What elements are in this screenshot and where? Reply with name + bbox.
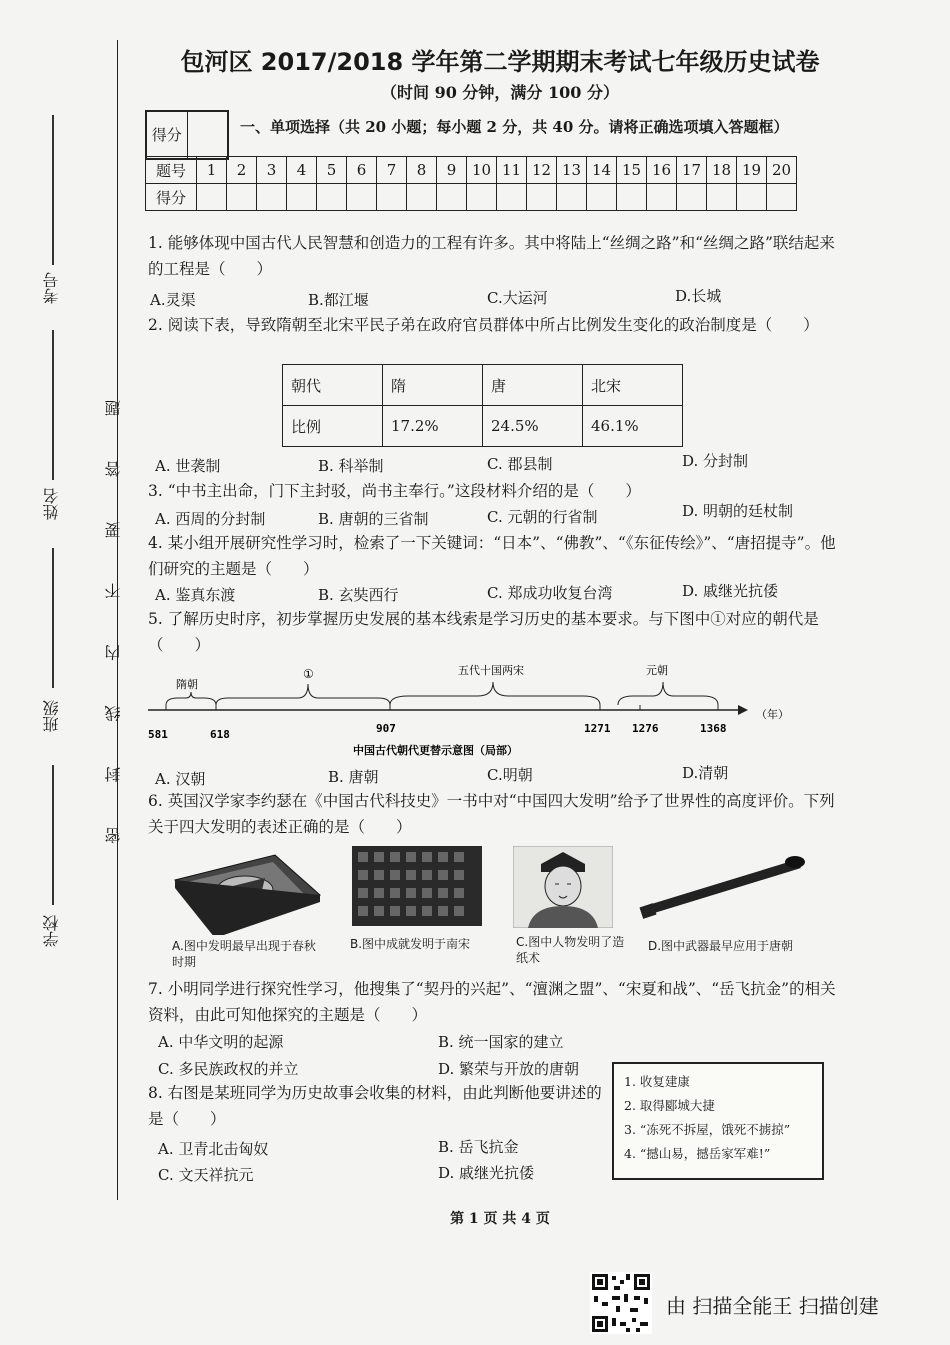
year-581: 581 [148,728,168,741]
year-618: 618 [210,728,230,741]
q3-option-a: A. 西周的分封制 [155,510,266,528]
q6-caption-d: D.图中武器最早应用于唐朝 [648,939,794,953]
row-score-label: 得分 [146,184,197,211]
binding-margin [0,0,130,1250]
answer-number: 16 [647,157,677,184]
seal-text: 密 封 线 内 不 要 答 题 [104,380,123,844]
q4-option-b: B. 玄奘西行 [318,586,399,604]
answer-number: 3 [257,157,287,184]
answer-cell[interactable] [767,184,797,211]
q2-cell: 比例 [283,406,383,447]
timeline-arrow [738,705,748,715]
answer-number: 13 [557,157,587,184]
year-unit: （年） [756,708,789,721]
q7-option-a: A. 中华文明的起源 [158,1033,284,1051]
year-1276: 1276 [632,722,659,735]
q2-cell: 唐 [483,365,583,406]
compass-image [165,850,325,935]
q1-option-c: C.大运河 [487,289,548,307]
q6-caption-b: B.图中成就发明于南宋 [350,937,471,951]
answer-cell[interactable] [677,184,707,211]
note-item: 2. 取得郾城大捷 [624,1098,715,1113]
q6-caption-c: C.图中人物发明了造纸术 [516,935,625,965]
q3-option-c: C. 元朝的行省制 [487,508,598,526]
answer-cell[interactable] [317,184,347,211]
q6-caption-a: A.图中发明最早出现于春秋时期 [172,939,316,969]
question-6: 6. 英国汉学家李约瑟在《中国古代科技史》一书中对“中国四大发明”给予了世界性的高度评价。下列关于四大发明的表述正确的是（ ） [148,792,835,836]
label-name: 姓名 [42,488,61,520]
answer-cell[interactable] [377,184,407,211]
q1-option-b: B.都江堰 [308,291,369,309]
q8-option-b: B. 岳飞抗金 [438,1138,519,1156]
answer-number: 7 [377,157,407,184]
answer-cell[interactable] [707,184,737,211]
q1-option-a: A.灵渠 [150,291,196,309]
answer-cell[interactable] [347,184,377,211]
label-wudai: 五代十国两宋 [458,664,524,677]
answer-cell[interactable] [287,184,317,211]
answer-number: 12 [527,157,557,184]
q2-cell: 46.1% [583,406,683,447]
year-907: 907 [376,722,396,735]
q8-option-d: D. 戚继光抗倭 [438,1164,535,1182]
question-5: 5. 了解历史时序，初步掌握历史发展的基本线索是学习历史的基本要求。与下图中①对应的朝代是（ ） [148,610,819,654]
class-blank [52,548,54,688]
score-label: 得分 [147,112,188,158]
q2-cell: 17.2% [383,406,483,447]
q4-option-d: D. 戚继光抗倭 [682,582,779,600]
school-blank [52,765,54,905]
q2-option-a: A. 世袭制 [155,457,221,475]
q8-note-card [612,1062,824,1180]
q5-option-b: B. 唐朝 [328,768,379,786]
answer-number: 20 [767,157,797,184]
q5-option-d: D.清朝 [682,764,729,782]
answer-cell[interactable] [227,184,257,211]
answer-number: 15 [617,157,647,184]
label-yuan: 元朝 [646,664,668,677]
answer-cell[interactable] [407,184,437,211]
answer-cell[interactable] [737,184,767,211]
label-sui: 隋朝 [176,678,198,691]
note-item: 4. “撼山易，撼岳家军难!” [624,1146,771,1161]
q4-option-a: A. 鉴真东渡 [155,586,236,604]
q8-option-a: A. 卫青北击匈奴 [158,1140,269,1158]
answer-cell[interactable] [557,184,587,211]
answer-number: 4 [287,157,317,184]
answer-number: 11 [497,157,527,184]
q4-option-c: C. 郑成功收复台湾 [487,584,613,602]
answer-number: 14 [587,157,617,184]
question-2: 2. 阅读下表，导致隋朝至北宋平民子弟在政府官员群体中所占比例发生变化的政治制度是（ ） [148,316,819,334]
answer-score-row [146,184,797,211]
q7-option-d: D. 繁荣与开放的唐朝 [438,1060,580,1078]
brace-sui [166,692,216,705]
answer-cell[interactable] [617,184,647,211]
answer-number: 18 [707,157,737,184]
brace-one [216,684,390,705]
q2-cell: 朝代 [283,365,383,406]
q2-cell: 北宋 [583,365,683,406]
q5-option-c: C.明朝 [487,766,533,784]
answer-number: 2 [227,157,257,184]
answer-number: 6 [347,157,377,184]
q2-option-d: D. 分封制 [682,452,749,470]
exam-subtitle: （时间 90 分钟，满分 100 分） [381,83,619,102]
year-1368: 1368 [700,722,727,735]
q2-cell: 隋 [383,365,483,406]
scanner-watermark: 由 扫描全能王 扫描创建 [666,1294,879,1318]
answer-number: 19 [737,157,767,184]
portrait-image [513,846,613,928]
q3-option-b: B. 唐朝的三省制 [318,510,429,528]
q8-option-c: C. 文天祥抗元 [158,1166,254,1184]
section1-heading: 一、单项选择（共 20 小题；每小题 2 分，共 40 分。请将正确选项填入答题框） [240,118,789,136]
q7-option-b: B. 统一国家的建立 [438,1033,564,1051]
q2-cell: 24.5% [483,406,583,447]
dynasty-timeline [148,660,808,760]
answer-cell[interactable] [197,184,227,211]
q1-option-d: D.长城 [675,287,722,305]
kaohao-blank [52,115,54,265]
label-kaohao: 考号 [42,272,61,304]
answer-cell[interactable] [257,184,287,211]
question-3: 3. “中书主出命，门下主封驳，尚书主奉行。”这段材料介绍的是（ ） [148,482,641,500]
q2-option-c: C. 郡县制 [487,455,553,473]
question-7: 7. 小明同学进行探究性学习，他搜集了“契丹的兴起”、“澶渊之盟”、“宋夏和战”、“岳飞抗金”的相关资料，由此可知他探究的主题是（ ） [148,980,836,1024]
name-blank [52,330,54,480]
answer-cell[interactable] [527,184,557,211]
note-item: 1. 收复建康 [624,1074,690,1089]
answer-number: 5 [317,157,347,184]
section-score-box [145,110,229,160]
answer-cell[interactable] [587,184,617,211]
answer-number-row [146,157,797,184]
answer-cell[interactable] [467,184,497,211]
question-4: 4. 某小组开展研究性学习时，检索了一下关键词：“日本”、“佛教”、“《东征传绘》”、“唐招提寺”。他们研究的主题是（ ） [148,534,836,578]
label-class: 班级 [42,700,61,732]
page-number: 第 1 页 共 4 页 [450,1211,550,1227]
answer-number: 1 [197,157,227,184]
answer-number: 8 [407,157,437,184]
note-item: 3. “冻死不拆屋，饿死不掳掠” [624,1122,791,1137]
answer-cell[interactable] [497,184,527,211]
firearm-image [635,850,815,920]
q5-option-a: A. 汉朝 [155,770,206,788]
brace-wudai [390,682,600,705]
label-school: 学校 [42,915,61,947]
score-blank[interactable] [188,112,228,158]
answer-number: 9 [437,157,467,184]
question-1: 1. 能够体现中国古代人民智慧和创造力的工程有许多。其中将陆上“丝绸之路”和“丝绸之路”联结起来的工程是（ ） [148,234,835,278]
q2-table [282,364,683,447]
q7-option-c: C. 多民族政权的并立 [158,1060,299,1078]
movable-type-image [352,846,482,926]
row-number-label: 题号 [146,157,197,184]
exam-title: 包河区 2017/2018 学年第二学期期末考试七年级历史试卷 [180,48,820,76]
qr-code-icon [590,1272,652,1334]
year-1271: 1271 [584,722,611,735]
q2-option-b: B. 科举制 [318,457,384,475]
answer-cell[interactable] [437,184,467,211]
timeline-caption: 中国古代朝代更替示意图（局部） [353,744,518,757]
answer-number: 17 [677,157,707,184]
answer-number: 10 [467,157,497,184]
answer-grid [145,156,797,211]
label-one: ① [303,667,314,681]
brace-yuan [618,682,718,705]
answer-cell[interactable] [647,184,677,211]
question-8: 8. 右图是某班同学为历史故事会收集的材料，由此判断他要讲述的是（ ） [148,1084,602,1128]
q3-option-d: D. 明朝的廷杖制 [682,502,794,520]
